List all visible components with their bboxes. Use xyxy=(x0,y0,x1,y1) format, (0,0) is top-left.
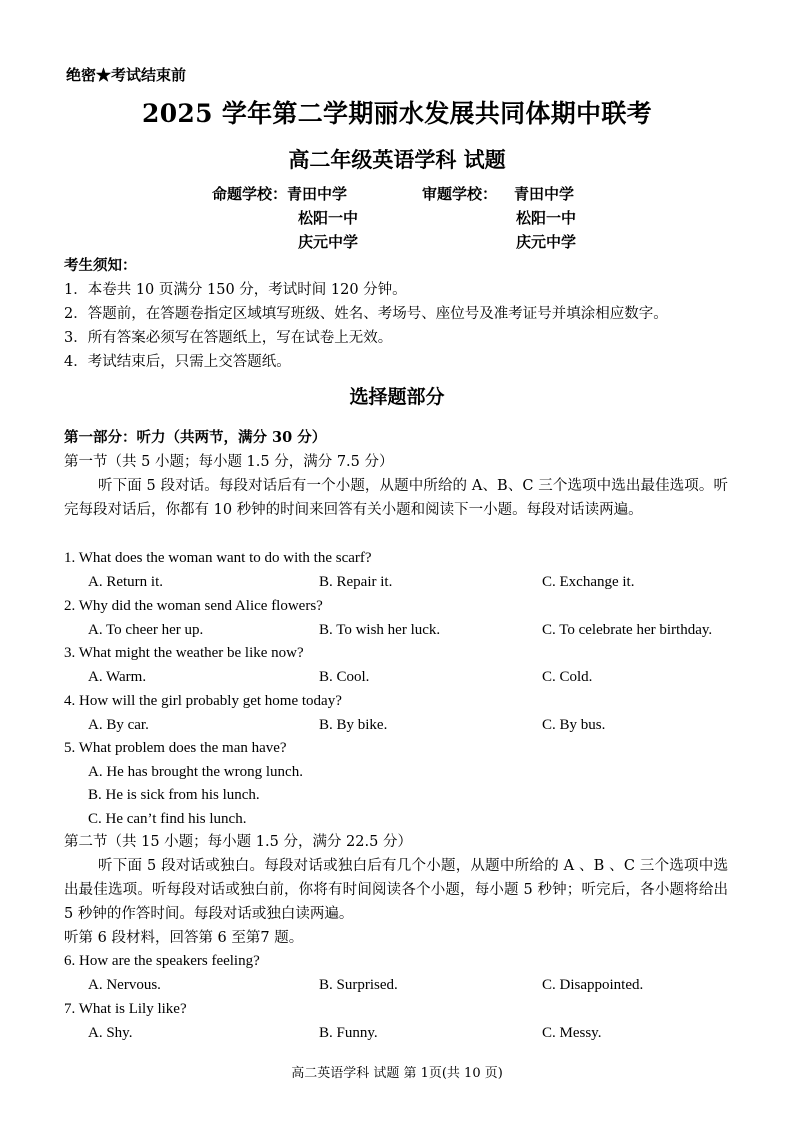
section-heading: 第二节（共 15 小题；每小题 1.5 分，满分 22.5 分） xyxy=(64,834,412,850)
reviewer-school: 青田中学 xyxy=(514,185,575,203)
question-stem: 1. What does the woman want to do with the scarf? xyxy=(64,550,372,566)
page-footer: 高二英语学科 试题 第 1页(共 10 页) xyxy=(291,1066,503,1081)
option-c: C. Cold. xyxy=(542,669,593,685)
option-b: B. To wish her luck. xyxy=(319,622,441,638)
question-stem: 4. How will the girl probably get home today? xyxy=(64,693,342,709)
option-b: B. Surprised. xyxy=(319,977,398,993)
reviewer-label: 审题学校： xyxy=(422,185,498,203)
setter-school: 松阳一中 xyxy=(298,209,359,227)
setter-school: 庆元中学 xyxy=(298,233,359,251)
part-heading: 第一部分：听力（共两节，满分 30 分） xyxy=(64,429,327,446)
option-c: C. Messy. xyxy=(542,1025,602,1041)
option-b: B. He is sick from his lunch. xyxy=(88,787,260,803)
option-c: C. By bus. xyxy=(542,717,606,733)
question-stem: 2. Why did the woman send Alice flowers? xyxy=(64,598,323,614)
option-c: C. He can’t find his lunch. xyxy=(88,811,247,827)
option-a: A. Shy. xyxy=(88,1025,133,1041)
section-heading: 第一节（共 5 小题；每小题 1.5 分，满分 7.5 分） xyxy=(64,454,394,470)
option-a: A. He has brought the wrong lunch. xyxy=(88,764,303,780)
option-b: B. Cool. xyxy=(319,669,370,685)
notice-item: 4．考试结束后，只需上交答题纸。 xyxy=(64,354,291,370)
question-stem: 5. What problem does the man have? xyxy=(64,740,287,756)
option-a: A. Nervous. xyxy=(88,977,161,993)
question-stem: 7. What is Lily like? xyxy=(64,1001,187,1017)
option-a: A. To cheer her up. xyxy=(88,622,204,638)
option-b: B. Funny. xyxy=(319,1025,378,1041)
notice-item: 1．本卷共 10 页满分 150 分，考试时间 120 分钟。 xyxy=(64,282,407,298)
reviewer-school: 松阳一中 xyxy=(516,209,577,227)
material-note: 听第 6 段材料，回答第 6 至第7 题。 xyxy=(64,930,304,946)
option-c: C. To celebrate her birthday. xyxy=(542,622,713,638)
question-stem: 3. What might the weather be like now? xyxy=(64,645,304,661)
section-title: 选择题部分 xyxy=(349,386,445,408)
notice-item: 2．答题前，在答题卷指定区域填写班级、姓名、考场号、座位号及准考证号并填涂相应数字。 xyxy=(64,306,668,322)
option-b: B. Repair it. xyxy=(319,574,393,590)
exam-subtitle: 高二年级英语学科 试题 xyxy=(288,147,506,172)
option-a: A. Warm. xyxy=(88,669,147,685)
notice-heading: 考生须知： xyxy=(64,257,137,274)
setter-label: 命题学校： xyxy=(212,185,288,203)
reviewer-school: 庆元中学 xyxy=(516,233,577,251)
option-a: A. Return it. xyxy=(88,574,163,590)
confidential-label: 绝密★考试结束前 xyxy=(66,66,187,84)
option-b: B. By bike. xyxy=(319,717,388,733)
section-instructions: 听下面 5 段对话。每段对话后有一个小题，从题中所给的 A、B、C 三个选项中选出最佳选项。听完每段对话后，你都有 10 秒钟的时间来回答有关小题和阅读下一小题。每段对话读两遍。 xyxy=(64,478,728,518)
option-c: C. Exchange it. xyxy=(542,574,635,590)
option-a: A. By car. xyxy=(88,717,149,733)
exam-title: 2025 学年第二学期丽水发展共同体期中联考 xyxy=(142,99,652,128)
option-c: C. Disappointed. xyxy=(542,977,644,993)
section-instructions: 听下面 5 段对话或独白。每段对话或独白后有几个小题，从题中所给的 A 、B 、C 三个选项中选出最佳选项。听每段对话或独白前，你将有时间阅读各个小题，每小题 5 秒钟；听完后，各小题将给出 5 秒钟的作答时间。每段对话或独白读两遍。 xyxy=(64,858,728,922)
setter-school: 青田中学 xyxy=(287,185,348,203)
notice-item: 3．所有答案必须写在答题纸上，写在试卷上无效。 xyxy=(64,330,393,346)
question-stem: 6. How are the speakers feeling? xyxy=(64,953,260,969)
